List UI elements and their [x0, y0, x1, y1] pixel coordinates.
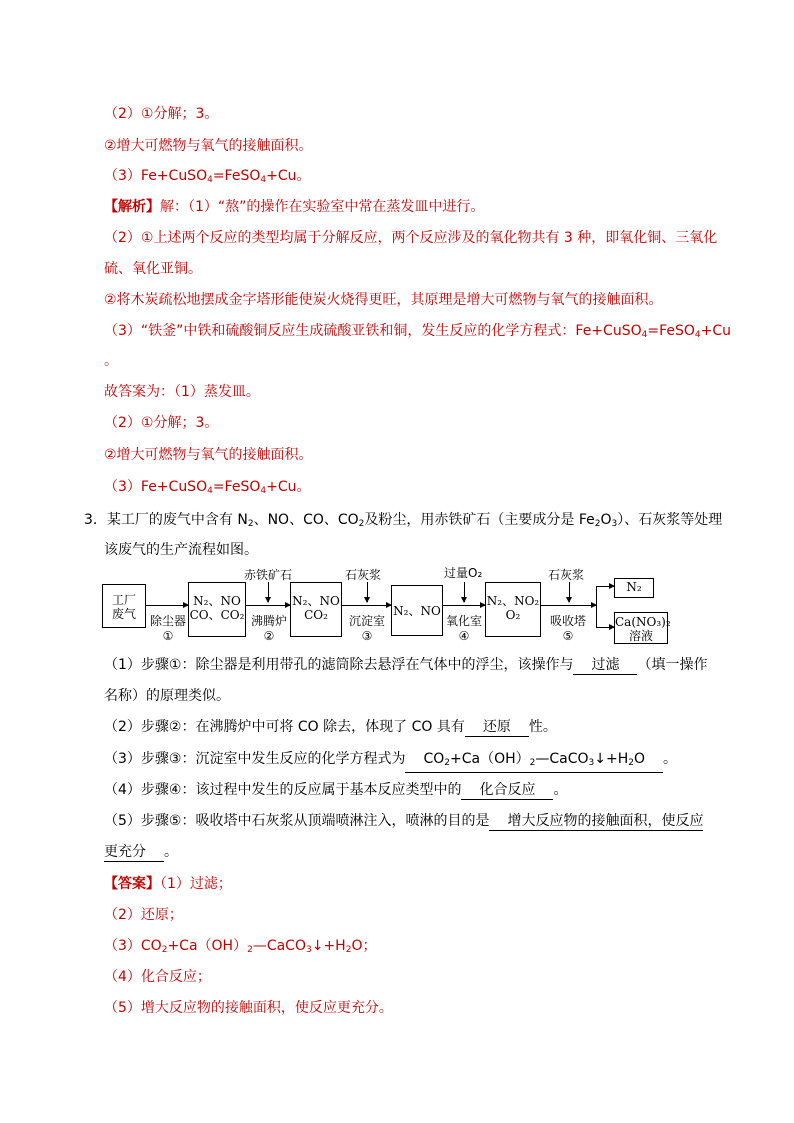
answer-blank-5-cont: 更充分: [104, 844, 164, 862]
answer-line-5: （5）增大反应物的接触面积，使反应更充分。: [104, 1000, 393, 1016]
analysis-line-3: 硫、氧化亚铜。: [104, 261, 202, 277]
label-hematite: 赤铁矿石: [244, 568, 293, 582]
arrow-1: [146, 605, 188, 606]
prev-line-3: （3）Fe+CuSO$_4$=FeSO$_4$+Cu。: [104, 168, 311, 185]
box-gas-mix-3: N₂、NO: [391, 585, 443, 636]
branch-line: [596, 586, 597, 628]
box-gas-mix-4: N₂、NO₂ O₂: [485, 582, 541, 637]
given-answer-line-2: （2）①分解；3。: [104, 415, 219, 431]
arrow-hematite: [268, 582, 269, 602]
arrow-lime-slurry-1: [367, 582, 368, 602]
label-lime-slurry-1: 石灰浆: [345, 568, 382, 582]
given-answer-line-1: 故答案为：（1）蒸发皿。: [104, 384, 260, 400]
answer-tag: 【答案】: [104, 876, 160, 892]
subq-2: （2）步骤②：在沸腾炉中可将 CO 除去，体现了 CO 具有 还原 性。: [104, 719, 557, 735]
label-settling-chamber: 沉淀室 ③: [348, 614, 385, 643]
analysis-line-2: （2）①上述两个反应的类型均属于分解反应，两个反应涉及的氧化物共有 3 种，即氧化铜、三氧化: [104, 230, 718, 246]
subq-1-line-1: （1）步骤①：除尘器是利用带孔的滤筒除去悬浮在气体中的浮尘，该操作与 过滤 （填一操作: [104, 657, 708, 673]
box-n2-output: N₂: [614, 578, 654, 598]
arrow-5: [541, 605, 596, 606]
answer-line-1: 【答案】（1）过滤；: [104, 876, 232, 892]
given-answer-line-4: （3）Fe+CuSO$_4$=FeSO$_4$+Cu。: [104, 479, 311, 496]
arrow-4: [443, 605, 485, 606]
arrow-to-n2: [596, 586, 614, 587]
arrow-excess-oxygen: [464, 582, 465, 602]
answer-line-4: （4）化合反应；: [104, 969, 211, 985]
prev-line-2: ②增大可燃物与氧气的接触面积。: [104, 138, 313, 154]
q3-stem-line-2: 该废气的生产流程如图。: [104, 542, 258, 558]
answer-blank-1: 过滤: [573, 657, 637, 675]
subq-5-line-1: （5）步骤⑤：吸收塔中石灰浆从顶端喷淋注入，喷淋的目的是 增大反应物的接触面积，使反应: [104, 813, 704, 829]
subq-1-line-2: 名称）的原理类似。: [104, 688, 230, 704]
analysis-line-4: ②将木炭疏松地摆成金字塔形能使炭火烧得更旺，其原理是增大可燃物与氧气的接触面积。: [104, 292, 663, 308]
answer-line-3: $(3)CO_2+Ca(OH)_2—CaCO_3↓+H_2O$；: [104, 938, 377, 955]
subq-4: （4）步骤④：该过程中发生的反应属于基本反应类型中的 化合反应 。: [104, 782, 568, 798]
arrow-3: [342, 605, 391, 606]
analysis-line-5: （3）“铁釜”中铁和硫酸铜反应生成硫酸亚铁和铜，发生反应的化学方程式：Fe+CuSO$_4$=FeSO$_4$+Cu: [104, 323, 732, 340]
answer-blank-2: 还原: [465, 719, 529, 737]
analysis-tag: 【解析】: [104, 199, 160, 215]
label-absorption-tower: 吸收塔 ⑤: [549, 614, 586, 643]
box-factory-gas: 工厂 废气: [102, 584, 146, 628]
analysis-line-1: 【解析】解：（1）“熬”的操作在实验室中常在蒸发皿中进行。: [104, 199, 485, 215]
arrow-to-solution: [596, 627, 614, 628]
answer-line-2: （2）还原；: [104, 907, 183, 923]
q3-stem-line-1: 3．某工厂的废气中含有 $N_2$、NO、CO、$CO_2$及粉尘，用赤铁矿石（主要成分是 $Fe_2O_3$）、石灰浆等处理: [84, 512, 723, 529]
subq-5-line-2: 更充分 。: [104, 844, 178, 860]
analysis-line-6: 。: [104, 353, 118, 369]
arrow-2: [246, 605, 290, 606]
answer-blank-5: 增大反应物的接触面积，使反应: [489, 813, 703, 831]
answer-blank-4: 化合反应: [461, 782, 553, 800]
box-gas-mix-1: N₂、NO CO、CO₂: [188, 582, 246, 637]
answer-blank-3: $CO_2+Ca(OH)_2—CaCO_3↓+H_2O$: [405, 751, 663, 773]
given-answer-line-3: ②增大可燃物与氧气的接触面积。: [104, 447, 313, 463]
label-excess-oxygen: 过量O₂: [444, 566, 483, 580]
label-oxidation-chamber: 氧化室 ④: [445, 614, 482, 643]
label-boiling-furnace: 沸腾炉 ②: [250, 614, 287, 643]
subq-3: （3）步骤③：沉淀室中发生反应的化学方程式为 $CO_2+Ca(OH)_2—CaCO_3↓+H_2O$ 。: [104, 749, 677, 773]
box-calcium-nitrate: Ca(NO₃)₂ 溶液: [614, 612, 668, 644]
box-gas-mix-2: N₂、NO CO₂: [290, 582, 342, 637]
label-lime-slurry-2: 石灰浆: [548, 568, 585, 582]
prev-line-1: （2）①分解；3。: [104, 106, 219, 122]
label-dust-remover: 除尘器 ①: [149, 614, 186, 643]
arrow-lime-slurry-2: [569, 582, 570, 602]
